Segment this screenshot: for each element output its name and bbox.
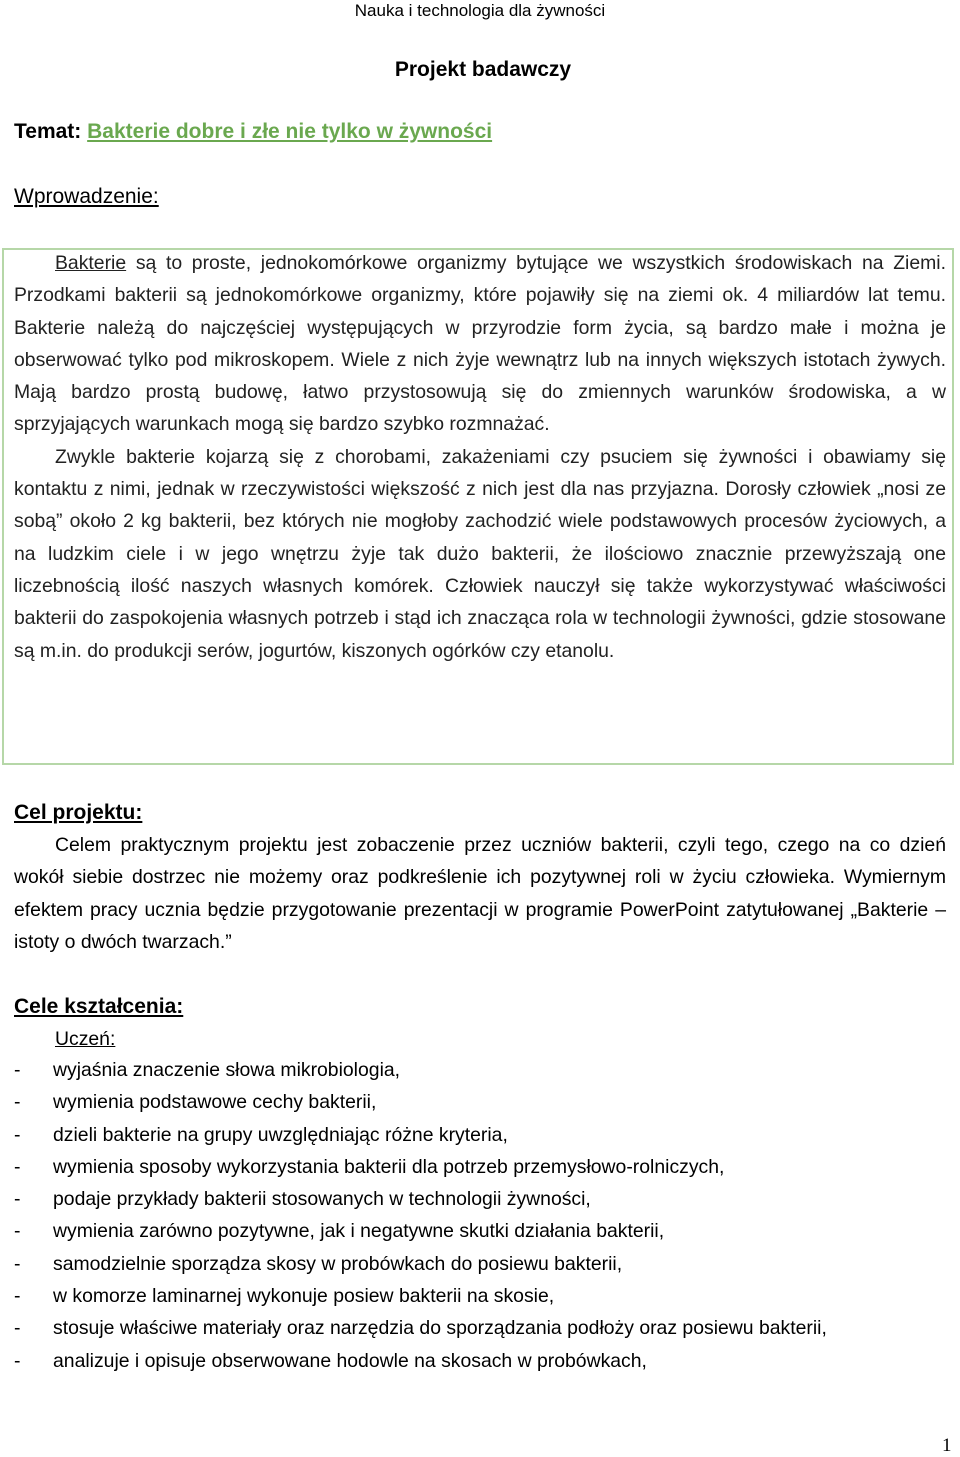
list-bullet: - [14,1285,21,1308]
goal-heading: Cel projektu: [14,801,143,824]
intro-paragraph-1 [14,247,946,441]
student-label: Uczeń: [55,1028,116,1050]
list-item-text: wyjaśnia znaczenie słowa mikrobiologia, [53,1059,401,1081]
list-item-text: stosuje właściwe materiały oraz narzędzia do sporządzania podłoży oraz posiewu bakterii, [53,1317,827,1340]
list-bullet: - [14,1317,21,1340]
list-item-text: wymienia podstawowe cechy bakterii, [53,1091,377,1114]
list-bullet: - [14,1220,21,1243]
list-bullet: - [14,1252,21,1275]
list-bullet: - [14,1349,21,1372]
list-bullet: - [14,1059,21,1081]
list-item [14,1183,946,1215]
list-item-text: w komorze laminarnej wykonuje posiew bakterii na skosie, [53,1285,555,1308]
intro-first-word: Bakterie [55,252,127,274]
intro-paragraph-1-text: są to proste, jednokomórkowe organizmy bytujące we wszystkich środowiskach na Ziemi. Przodkami bakterii są jednokomórkowe organizmy, które pojawiły się na ziemi ok. 4 miliardów lat temu. Bakterie należą do najczęściej występujących w przyrodzie form życia, są bardzo małe i można je obserwować tylko pod mikroskopem. Wiele z nich żyje wewnątrz lub na innych większych istotach żywych. Mają bardzo prostą budowę, łatwo przystosowują się do zmiennych warunków środowiska, a w sprzyjających warunkach mogą się bardzo szybko rozmnażać. [14,252,946,436]
list-item [14,1086,946,1118]
intro-paragraph-2: Zwykle bakterie kojarzą się z chorobami, zakażeniami czy psuciem się żywności i obawiamy się kontaktu z nimi, jednak w rzeczywistości większość z nich jest dla nas przyjazna. Dorosły człowiek „nosi ze sobą” około 2 kg bakterii, bez których nie mogłoby zachodzić wiele podstawowych procesów życiowych, a na ludzkim ciele i w jego wnętrzu żyje tak dużo bakterii, że ilościowo znacznie przewyższają one liczebnością ilość naszych własnych komórek. Człowiek nauczył się także wykorzystywać właściwości bakterii do zaspokojenia własnych potrzeb i stąd ich znacząca rola w technologii żywności, gdzie stosowane są m.in. do produkcji serów, jogurtów, kiszonych ogórków czy etanolu. [14,445,946,662]
running-header: Nauka i technologia dla żywności [354,1,606,20]
intro-text [14,247,946,667]
intro-heading: Wprowadzenie: [14,185,159,208]
list-item-text: samodzielnie sporządza skosy w probówkach do posiewu bakterii, [53,1252,623,1275]
list-item-text: wymienia zarówno pozytywne, jak i negatywne skutki działania bakterii, [53,1220,665,1243]
list-item [14,1312,946,1344]
list-item [14,1054,946,1086]
page-number: 1 [942,1435,952,1456]
list-bullet: - [14,1188,21,1211]
document-title: Projekt badawczy [394,58,572,81]
list-bullet: - [14,1123,21,1146]
list-item [14,1280,946,1312]
list-item-text: podaje przykłady bakterii stosowanych w technologii żywności, [53,1188,591,1211]
list-item [14,1345,946,1377]
list-item [14,1151,946,1183]
topic-line [14,119,492,145]
topic-label: Temat: [14,120,82,143]
list-item-text: dzieli bakterie na grupy uwzględniając różne kryteria, [53,1123,508,1146]
goal-paragraph: Celem praktycznym projektu jest zobaczenie przez uczniów bakterii, czyli tego, czego na co dzień wokół siebie dostrzec nie możemy oraz podkreślenie ich pozytywnej roli w życiu człowieka. Wymiernym efektem pracy ucznia będzie przygotowanie prezentacji w programie PowerPoint zatytułowanej „Bakterie – istoty o dwóch twarzach.” [14,834,946,953]
list-item [14,1248,946,1280]
education-heading: Cele kształcenia: [14,995,184,1018]
list-item-text: analizuje i opisuje obserwowane hodowle na skosach w probówkach, [53,1349,647,1372]
list-item [14,1215,946,1247]
goal-text [14,829,946,958]
list-bullet: - [14,1155,21,1178]
list-item [14,1119,946,1151]
topic-value: Bakterie dobre i złe nie tylko w żywności [87,120,493,143]
list-item-text: wymienia sposoby wykorzystania bakterii dla potrzeb przemysłowo-rolniczych, [53,1155,725,1178]
education-goals-list [14,1054,946,1377]
list-bullet: - [14,1091,21,1114]
